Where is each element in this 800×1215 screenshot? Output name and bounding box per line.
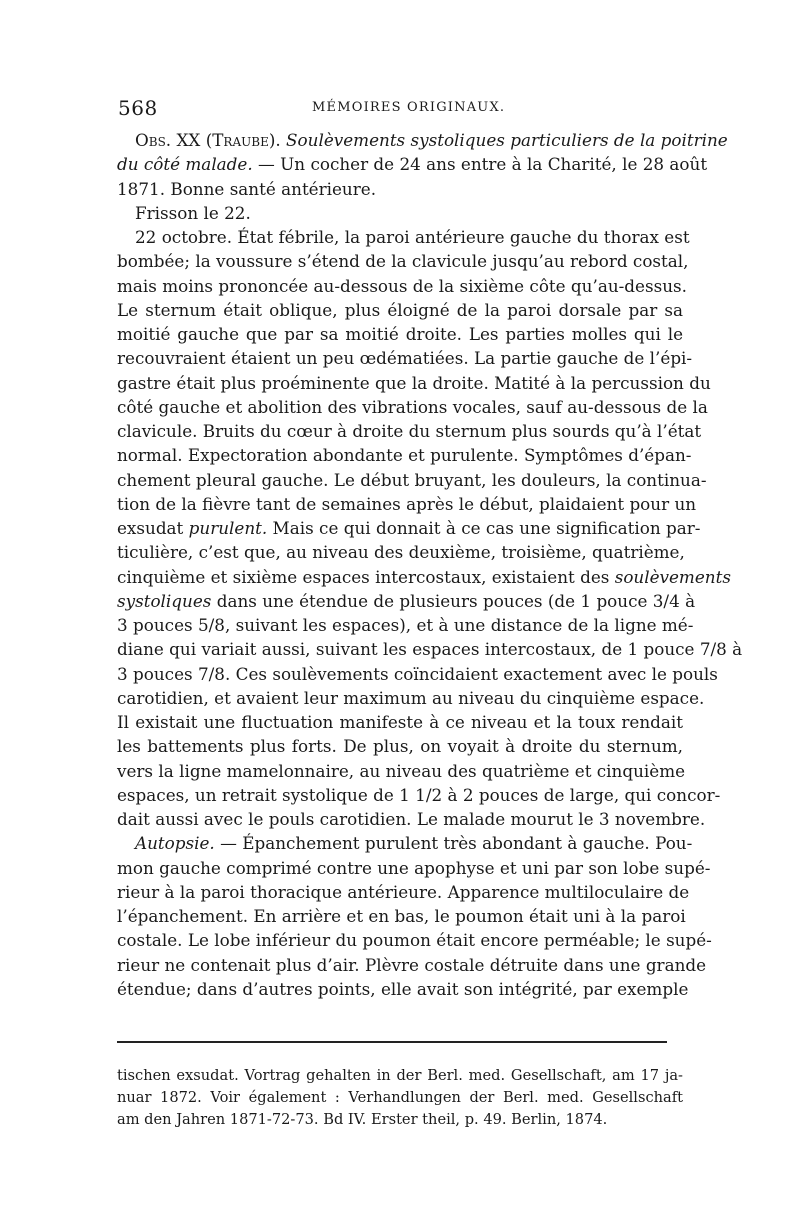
text-segment: Mais ce qui donnait à ce cas une signification par- xyxy=(267,518,701,538)
text-line xyxy=(117,249,689,273)
text-segment: — Un cocher de 24 ans entre à la Charité, le 28 août xyxy=(252,154,708,175)
text-segment: clavicule. Bruits du cœur à droite du sternum plus sourds qu’à l’état xyxy=(117,421,702,441)
text-segment: espaces, un retrait systolique de 1 1/2 à 2 pouces de large, qui concor- xyxy=(117,784,721,805)
page-header xyxy=(118,96,688,124)
text-line xyxy=(117,759,686,783)
text-line xyxy=(117,516,701,540)
text-segment: Obs. XX (Traube). xyxy=(135,130,287,150)
text-segment: vers la ligne mamelonnaire, au niveau des quatrième et cinquième xyxy=(117,760,686,781)
text-segment: ticulière, c’est que, au niveau des deuxième, troisième, quatrième, xyxy=(117,542,685,563)
text-segment: Autopsie. xyxy=(135,833,215,854)
text-line xyxy=(117,928,712,952)
text-segment: exsudat xyxy=(117,518,189,538)
text-segment: mon gauche comprimé contre une apophyse et uni par son lobe supé- xyxy=(117,857,711,878)
footnote xyxy=(117,1065,683,1131)
text-line xyxy=(117,807,706,831)
text-line xyxy=(117,783,721,807)
text-line xyxy=(117,492,697,516)
text-line xyxy=(117,371,711,395)
text-line xyxy=(117,662,718,686)
text-line xyxy=(117,880,690,904)
text-segment: gastre était plus proéminente que la droite. Matité à la percussion du xyxy=(117,372,711,393)
text-segment: Il existait une fluctuation manifeste à ce niveau et la toux rendait xyxy=(117,712,683,732)
text-segment: 3 pouces 5/8, suivant les espaces), et à une distance de la ligne mé- xyxy=(117,615,694,635)
text-segment: cinquième et sixième espaces intercostaux, existaient des xyxy=(117,566,615,587)
text-line xyxy=(117,977,689,1001)
text-segment: bombée; la voussure s’étend de la clavicule jusqu’au rebord costal, xyxy=(117,251,689,272)
text-line xyxy=(117,710,683,734)
text-line xyxy=(117,589,696,613)
text-segment: 3 pouces 7/8. Ces soulèvements coïncidaient exactement avec le pouls xyxy=(117,663,718,684)
text-segment: 1871. Bonne santé antérieure. xyxy=(117,178,377,199)
text-segment: — Épanchement purulent très abondant à gauche. Pou- xyxy=(214,833,693,854)
text-segment: étendue; dans d’autres points, elle avait son intégrité, par exemple xyxy=(117,978,689,999)
text-line xyxy=(117,443,692,467)
text-segment: mais moins prononcée au-dessous de la sixième côte qu’au-dessus. xyxy=(117,275,687,296)
text-segment: Frisson le 22. xyxy=(135,202,251,223)
text-line xyxy=(117,540,683,564)
footnote-line: am den Jahren 1871-72-73. Bd IV. Erster theil, p. 49. Berlin, 1874. xyxy=(117,1111,608,1128)
text-segment: normal. Expectoration abondante et purulente. Symptômes d’épan- xyxy=(117,445,692,466)
text-line xyxy=(117,468,707,492)
text-line xyxy=(117,734,683,758)
text-line xyxy=(117,637,743,661)
text-line xyxy=(117,395,708,419)
text-line xyxy=(117,346,693,370)
text-line xyxy=(117,613,694,637)
text-segment: chement pleural gauche. Le début bruyant, les douleurs, la continua- xyxy=(117,469,707,490)
text-segment: Soulèvements systoliques particuliers de la poitrine xyxy=(286,130,728,150)
text-segment: côté gauche et abolition des vibrations vocales, sauf au-dessous de la xyxy=(117,396,708,417)
text-line xyxy=(117,201,683,225)
text-segment: recouvraient étaient un peu œdématiées. La partie gauche de l’épi- xyxy=(117,348,693,369)
text-line xyxy=(117,686,705,710)
text-segment: rieur à la paroi thoracique antérieure. Apparence multiloculaire de xyxy=(117,881,690,902)
footnote-rule xyxy=(117,1041,667,1043)
text-line xyxy=(117,274,687,298)
text-segment: dans une étendue de plusieurs pouces (de 1 pouce 3/4 à xyxy=(211,590,696,611)
text-line xyxy=(117,856,711,880)
text-line xyxy=(117,225,690,249)
text-segment: rieur ne contenait plus d’air. Plèvre costale détruite dans une grande xyxy=(117,954,707,975)
text-segment: soulèvements xyxy=(614,566,731,587)
text-segment: purulent. xyxy=(188,518,268,538)
footnote-line: nuar 1872. Voir également : Verhandlungen der Berl. med. Gesellschaft xyxy=(117,1089,683,1106)
text-segment: les battements plus forts. De plus, on voyait à droite du sternum, xyxy=(117,736,683,757)
text-segment: costale. Le lobe inférieur du poumon était encore perméable; le supé- xyxy=(117,930,712,951)
text-line xyxy=(117,128,728,152)
text-segment: l’épanchement. En arrière et en bas, le poumon était uni à la paroi xyxy=(117,906,686,926)
text-segment: carotidien, et avaient leur maximum au niveau du cinquième espace. xyxy=(117,687,705,708)
text-line xyxy=(117,177,683,201)
text-line xyxy=(117,152,708,176)
text-segment: Le sternum était oblique, plus éloigné de la paroi dorsale par sa xyxy=(117,299,683,320)
text-line xyxy=(117,904,686,928)
text-line xyxy=(117,565,731,589)
text-segment: moitié gauche que par sa moitié droite. Les parties molles qui le xyxy=(117,324,683,344)
text-segment: du côté malade. xyxy=(117,154,253,175)
text-line xyxy=(117,298,683,322)
body-text xyxy=(117,128,743,1001)
running-head: MÉMOIRES ORIGINAUX. xyxy=(312,100,506,115)
page-number: 568 xyxy=(118,96,158,120)
text-segment: diane qui variait aussi, suivant les espaces intercostaux, de 1 pouce 7/8 à xyxy=(117,639,743,660)
text-line xyxy=(117,953,707,977)
text-segment: systoliques xyxy=(117,590,212,611)
text-line xyxy=(117,419,702,443)
footnote-line: tischen exsudat. Vortrag gehalten in der Berl. med. Gesellschaft, am 17 ja- xyxy=(117,1067,683,1084)
text-segment: dait aussi avec le pouls carotidien. Le malade mourut le 3 novembre. xyxy=(117,809,706,829)
text-segment: 22 octobre. État fébrile, la paroi antérieure gauche du thorax est xyxy=(135,227,690,247)
text-line xyxy=(117,831,693,855)
text-segment: tion de la fièvre tant de semaines après le début, plaidaient pour un xyxy=(117,493,697,514)
text-line xyxy=(117,322,683,346)
